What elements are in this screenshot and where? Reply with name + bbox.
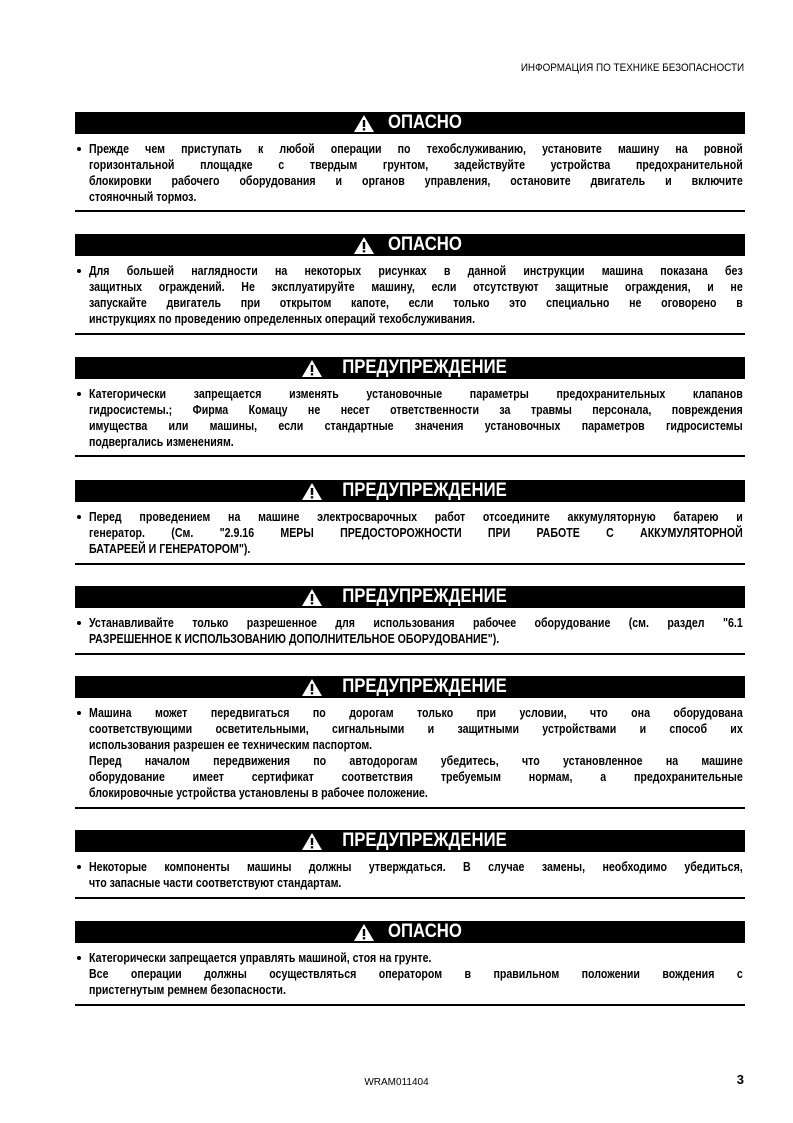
warning-triangle-icon	[301, 359, 323, 378]
notice-text-line: блокировки рабочего оборудования и органов управления, остановите двигатель и включите	[89, 174, 743, 188]
notice-text-line: Перед началом передвижения по автодорогам убедитесь, что установленное на машине	[89, 754, 743, 768]
notice-heading: ПРЕДУПРЕЖДЕНИЕ	[342, 480, 508, 501]
safety-notice-warning	[75, 357, 745, 450]
notice-heading-bar	[75, 586, 745, 608]
bullet-icon	[77, 711, 81, 715]
notice-text-line: Категорически запрещается изменять установочные параметры предохранительных клапанов	[89, 387, 743, 401]
safety-notice-warning	[75, 676, 745, 801]
notice-heading-bar	[75, 112, 745, 134]
warning-triangle-icon	[301, 678, 323, 697]
notice-text-line: Машина может передвигаться по дорогам только при условии, что она оборудована	[89, 706, 743, 720]
notice-text-line: Прежде чем приступать к любой операции по техобслуживанию, установите машину на ровной	[89, 142, 743, 156]
divider	[75, 897, 745, 899]
bullet-icon	[77, 269, 81, 273]
notice-text-line: Все операции должны осуществляться оператором в правильном положении вождения с	[89, 967, 743, 981]
notice-text-line: Для большей наглядности на некоторых рисунках в данной инструкции машина показана без	[89, 264, 743, 278]
notice-heading: ПРЕДУПРЕЖДЕНИЕ	[342, 357, 508, 378]
notice-text-line: имущества или машины, если стандартные значения установочных параметров гидросистемы	[89, 419, 743, 433]
safety-notice-warning	[75, 830, 745, 891]
warning-triangle-icon	[353, 923, 375, 942]
divider	[75, 563, 745, 565]
warning-triangle-icon	[301, 588, 323, 607]
notice-heading-bar	[75, 234, 745, 256]
bullet-icon	[77, 621, 81, 625]
notice-text-line: генератор. (См. "2.9.16 МЕРЫ ПРЕДОСТОРОЖНОСТИ ПРИ РАБОТЕ С АККУМУЛЯТОРНОЙ	[89, 526, 743, 540]
bullet-icon	[77, 956, 81, 960]
page-number: 3	[736, 1072, 744, 1087]
warning-triangle-icon	[353, 236, 375, 255]
notice-text-line: соответствующими осветительными, сигнальными и защитными устройствами и способ их	[89, 722, 743, 736]
warning-triangle-icon	[301, 832, 323, 851]
divider	[75, 1004, 745, 1006]
notice-text-line: БАТАРЕЕЙ И ГЕНЕРАТОРОМ").	[89, 542, 251, 556]
notice-heading-bar	[75, 830, 745, 852]
bullet-icon	[77, 147, 81, 151]
notice-heading-bar	[75, 357, 745, 379]
warning-triangle-icon	[353, 114, 375, 133]
notice-heading: ОПАСНО	[388, 234, 462, 255]
divider	[75, 653, 745, 655]
notice-text-line: пристегнутым ремнем безопасности.	[89, 983, 286, 997]
notice-text-line: Категорически запрещается управлять машиной, стоя на грунте.	[89, 951, 432, 965]
warning-triangle-icon	[301, 482, 323, 501]
divider	[75, 333, 745, 335]
notice-heading-bar	[75, 676, 745, 698]
bullet-icon	[77, 392, 81, 396]
notice-text-line: Перед проведением на машине электросварочных работ отсоедините аккумуляторную батарею и	[89, 510, 743, 524]
bullet-icon	[77, 865, 81, 869]
notice-text-line: горизонтальной площадке с твердым грунтом, задействуйте устройства предохранительной	[89, 158, 743, 172]
divider	[75, 210, 745, 212]
notice-heading-bar	[75, 480, 745, 502]
running-header: ИНФОРМАЦИЯ ПО ТЕХНИКЕ БЕЗОПАСНОСТИ	[520, 62, 744, 74]
notice-heading: ОПАСНО	[388, 921, 462, 942]
notice-text-line: Устанавливайте только разрешенное для использования рабочее оборудование (см. раздел "6.1	[89, 616, 743, 630]
document-code: WRAM011404	[364, 1077, 429, 1088]
notice-text-line: что запасные части соответствуют стандартам.	[89, 876, 342, 890]
notice-heading: ПРЕДУПРЕЖДЕНИЕ	[342, 586, 508, 607]
notice-text-line: Некоторые компоненты машины должны утверждаться. В случае замены, необходимо убедиться,	[89, 860, 743, 874]
notice-text-line: использования разрешен ее техническим паспортом.	[89, 738, 373, 752]
safety-notice-danger	[75, 921, 745, 998]
safety-notice-warning	[75, 586, 745, 647]
notice-heading: ПРЕДУПРЕЖДЕНИЕ	[342, 830, 508, 851]
notice-text-line: оборудование имеет сертификат соответствия требуемым нормам, а предохранительные	[89, 770, 743, 784]
safety-notice-danger	[75, 112, 745, 205]
divider	[75, 455, 745, 457]
notice-text-line: инструкциях по проведению определенных операций техобслуживания.	[89, 312, 476, 326]
notice-text-line: стояночный тормоз.	[89, 190, 197, 204]
notice-text-line: гидросистемы.; Фирма Комацу не несет ответственности за травмы персонала, повреждения	[89, 403, 743, 417]
notice-text-line: блокировочные устройства установлены в рабочее положение.	[89, 786, 428, 800]
divider	[75, 807, 745, 809]
notice-text-line: защитных ограждений. Не эксплуатируйте машину, если отсутствуют защитные ограждения, и не	[89, 280, 743, 294]
safety-notice-danger	[75, 234, 745, 327]
notice-text-line: запускайте двигатель при открытом капоте, если только это специально не оговорено в	[89, 296, 743, 310]
safety-notice-warning	[75, 480, 745, 557]
notice-heading-bar	[75, 921, 745, 943]
bullet-icon	[77, 515, 81, 519]
notice-text-line: РАЗРЕШЕННОЕ К ИСПОЛЬЗОВАНИЮ ДОПОЛНИТЕЛЬНОЕ ОБОРУДОВАНИЕ").	[89, 632, 500, 646]
notice-heading: ПРЕДУПРЕЖДЕНИЕ	[342, 676, 508, 697]
notice-heading: ОПАСНО	[388, 112, 462, 133]
notice-text-line: подвергались изменениям.	[89, 435, 234, 449]
